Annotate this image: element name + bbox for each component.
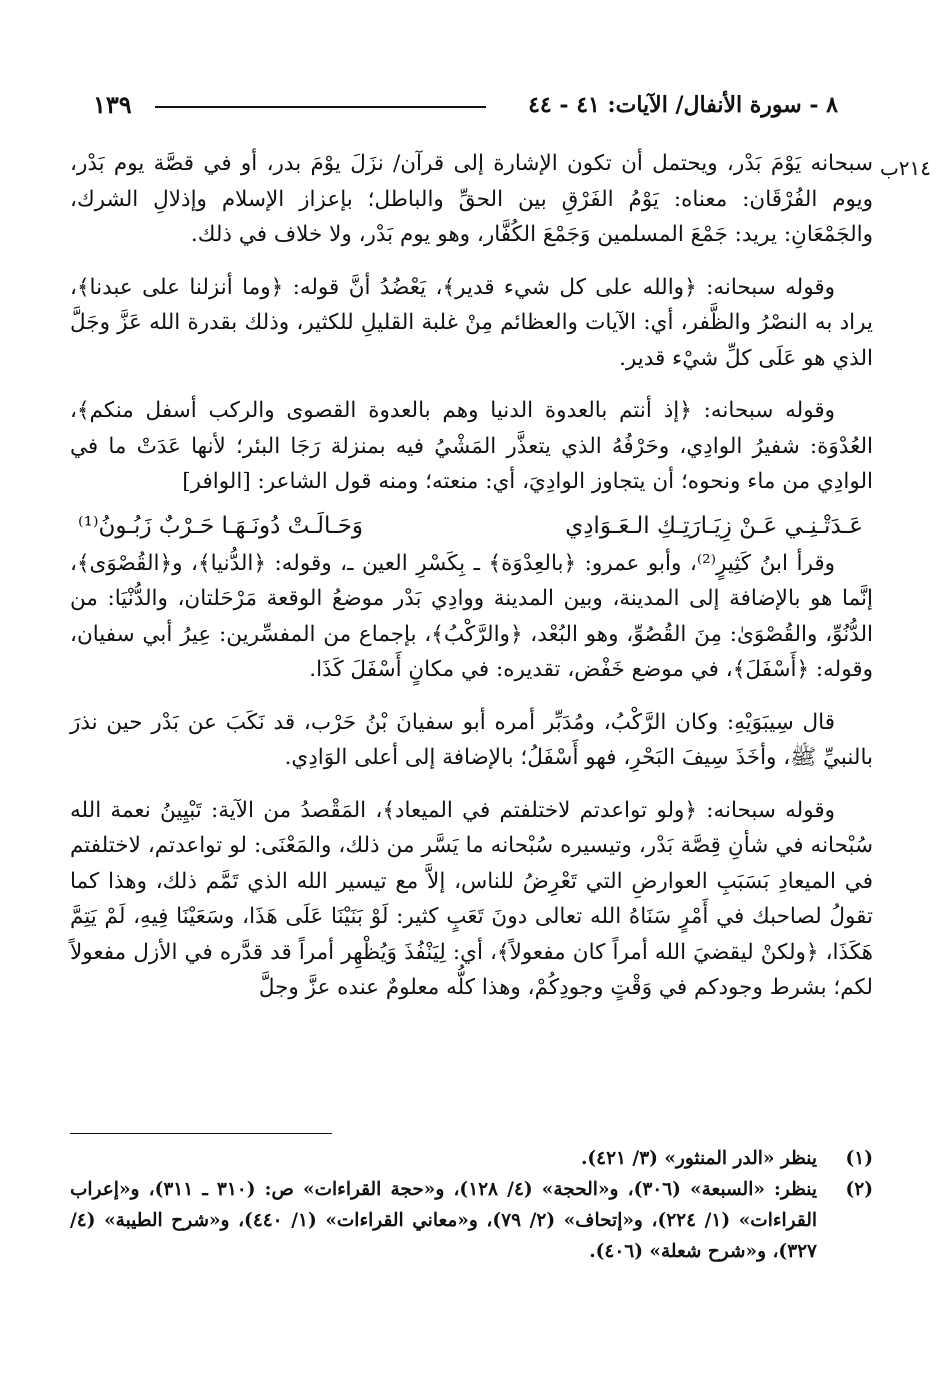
footnote-text: ينظر «الدر المنثور» (٣/ ٤٢١). (580, 1148, 817, 1169)
verse-first-hemistich: عَـدَتْـنِـي عَـنْ زِيَـارَتِـكِ الـعَـوَادِي (565, 512, 863, 539)
footnote-text: ينظر: «السبعة» (٣٠٦)، و«الحجة» (٤/ ١٢٨)، و«حجة القراءات» ص: (٣١٠ ـ ٣١١)، و«إعراب القراءات» (١/ ٢٢٤)، و«إتحاف» (٢/ ٧٩)، و«معاني القراءات» (١/ ٤٤٠)، و«شرح الطيبة» (٤/ ٣٢٧)، و«شرح شعلة» (٤٠٦). (70, 1179, 818, 1262)
page-number: ١٣٩ (93, 90, 132, 119)
paragraph: وقرأ ابنُ كَثِيرٍ⁽²⁾، وأبو عمرو: ﴿بالعِدْوَة﴾ ـ بِكَسْرِ العين ـ، وقوله: ﴿الدُّنيا﴾، و﴿القُصْوَى﴾، إنَّما هو بالإضافة إلى المدينة، وبين المدينة ووادِي بَدْر موضعُ الوقعة مَرْحَلتان، والدُّنْيَا: من الدُّنُوِّ، والقُصْوَىٰ: مِنَ القُصُوِّ، وهو البُعْد، ﴿والرَّكْبُ﴾، بإجماع من المفسِّرين: عِيرُ أبي سفيان، وقوله: ﴿أَسْفَلَ﴾، في موضع خَفْض، تقديره: في مكانٍ أَسْفَلَ كَذَا. (70, 550, 873, 682)
footnote (70, 1143, 873, 1174)
footnotes (70, 1143, 873, 1267)
paragraph: وقوله سبحانه: ﴿إذ أنتم بالعدوة الدنيا وهم بالعدوة القصوى والركب أسفل منكم﴾، العُدْوَة: شفيرُ الوادِي، وحَرْفُهُ الذي يتعذَّر المَشْيُ فيه بمنزلة رَجَا البئر؛ لأنها عَدَتْ ما في الوادِي من ماء ونحوه؛ أن يتجاوز الوادِيَ، أي: منعته؛ ومنه قول الشاعر: [الوافر] (70, 398, 873, 494)
running-header (93, 88, 838, 124)
footnote-number: (١) (845, 1148, 873, 1169)
paragraph: سبحانه يَوْمَ بَدْر، ويحتمل أن تكون الإشارة إلى قرآن/ نزَلَ يوْمَ بدر، أو في قصَّة يوم بَدْر، ويوم الفُرْقَان: معناه: يَوْمُ الفَرْقِ بين الحقِّ والباطل؛ بإعزاز الإسلام وإذلالِ الشرك، والجَمْعَانِ: يريد: جَمْعَ المسلمين وَجَمْعَ الكُفَّار، وهو يوم بَدْر، ولا خلاف في ذلك. (70, 151, 873, 247)
margin-note: ٢١٤ب (879, 156, 931, 180)
paragraph: وقوله سبحانه: ﴿والله على كل شيء قدير﴾، يَعْضُدُ أنَّ قوله: ﴿وما أنزلنا على عبدنا﴾، يراد به النصْرُ والظَّفر، أي: الآيات والعظائم مِنْ غلبة القليلِ للكثير، وذلك بقدرة الله عَزَّ وجَلَّ الذي هو عَلَى كلِّ شيْء قدير. (70, 274, 873, 371)
footnote-number: (٢) (845, 1179, 873, 1200)
verse-second-hemistich: وَحَـالَـتْ دُونَـهَـا حَـرْبٌ زَبُـونُ⁽¹⁾ (78, 512, 364, 539)
poetry-verse (70, 506, 873, 546)
paragraph: وقوله سبحانه: ﴿ولو تواعدتم لاختلفتم في الميعاد﴾، المَقْصدُ من الآية: تَبْيِينُ نعمة الله سُبْحانه في شأنِ قِصَّة بَدْر، وتيسيره سُبْحانه ما يَسَّر من ذلك، والمَعْنَى: لو تواعدتم، لاختلفتم في الميعادِ بَسَبَبِ العوارضِ التي تَعْرِضُ للناس، إلاَّ مع تيسير الله الذي تَمَّم ذلك، وهذا كما تقولُ لصاحبك في أَمْرٍ سَنَاهُ الله تعالى دونَ تَعَبٍ كثير: لَوْ بَنَيْنَا عَلَى هَذَا، وسَعَيْنَا فِيهِ، لَمْ يَتِمَّ هَكَذَا، ﴿ولكنْ ليقضيَ الله أمراً كان مفعولاً﴾، أي: لِيَنْفُذَ وَيُظْهِر أمراً قد قدَّره في الأزل مفعولاً لكم؛ بشرط وجودكم في وَقْتٍ وجودِكُمْ، وهذا كلُّه معلومٌ عنده عزَّ وجلَّ (70, 797, 873, 1000)
header-rule (155, 106, 486, 108)
header-title: ٨ - سورة الأنفال/ الآيات: ٤١ - ٤٤ (528, 92, 838, 118)
footnote (70, 1174, 873, 1267)
footnote-separator (70, 1133, 332, 1134)
main-text (70, 146, 873, 1006)
paragraph: قال سِيبَوَيْهِ: وكان الرَّكْبُ، ومُدَبِّر أمره أبو سفيانَ بْنُ حَرْب، قد نَكَبَ عن بَدْر حين نذرَ بالنبيِّ ﷺ، وأخَذَ سِيفَ البَحْرِ، فهو أَسْفَلُ؛ بالإضافة إلى أعلى الوَادِي. (70, 709, 873, 770)
